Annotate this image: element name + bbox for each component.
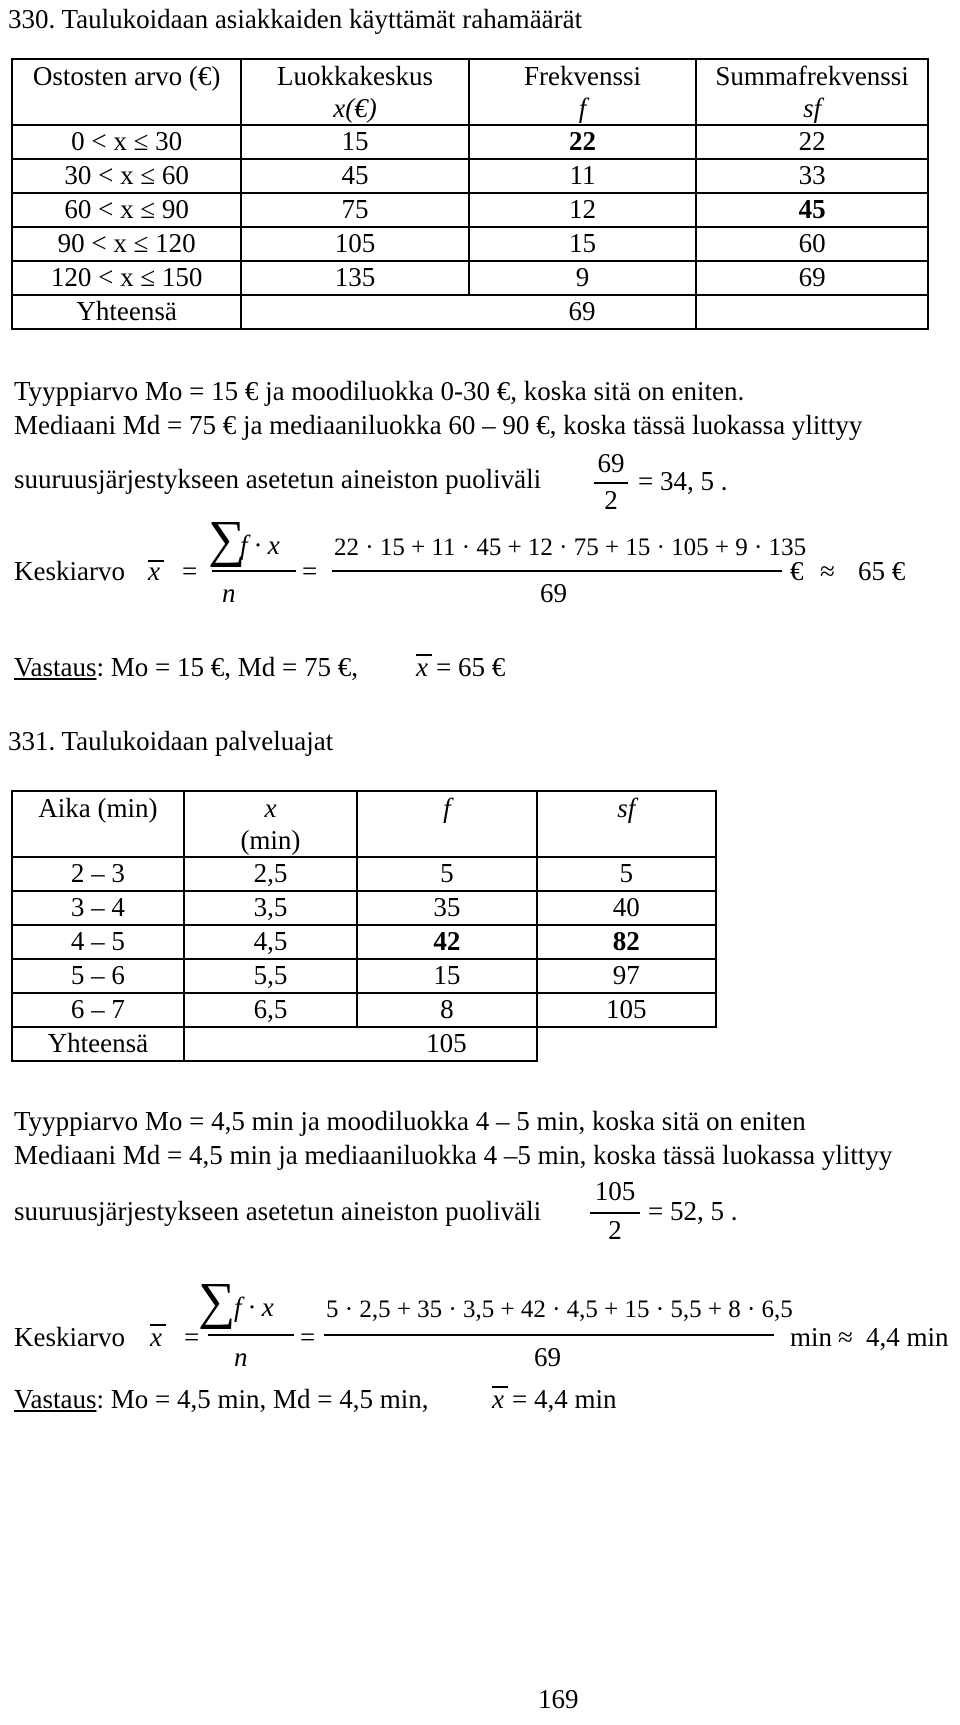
mean-unit: min <box>790 1322 833 1352</box>
answer-331: Vastaus: Mo = 4,5 min, Md = 4,5 min, <box>14 1384 429 1414</box>
table-row <box>12 159 928 193</box>
midpoint-fraction-331: 105 2 <box>590 1176 640 1246</box>
table-row <box>12 193 928 227</box>
empty-cell <box>184 1027 358 1061</box>
table-cell: 82 <box>537 925 716 959</box>
table-header-row <box>12 59 928 125</box>
table-row <box>12 891 716 925</box>
table-cell: 15 <box>241 125 469 159</box>
table-cell: 60 < x ≤ 90 <box>12 193 241 227</box>
answer-mean-331: = 4,4 min <box>512 1384 617 1414</box>
table-total-row <box>12 295 928 329</box>
fraction-line <box>332 570 782 572</box>
table-cell: 5 <box>537 857 716 891</box>
approx-sign: ≈ <box>838 1322 853 1352</box>
equals-sign: = <box>300 1322 316 1352</box>
table-row <box>12 125 928 159</box>
table-cell: 15 <box>469 227 696 261</box>
col-header: Aika (min) <box>12 791 184 857</box>
mean-label-330: Keskiarvo <box>14 556 125 586</box>
table-cell: 6,5 <box>184 993 358 1027</box>
mean-calc-numerator: 22 · 15 + 11 · 45 + 12 · 75 + 15 · 105 + 9 · 135 <box>334 534 807 561</box>
col-header: Luokkakeskus x(€) <box>241 59 469 125</box>
midpoint-statement-330: suuruusjärjestykseen asetetun aineiston puoliväli <box>14 464 542 494</box>
table-cell: 3 – 4 <box>12 891 184 925</box>
mode-statement-330: Tyyppiarvo Mo = 15 € ja moodiluokka 0-30 €, koska sitä on eniten. <box>14 376 745 406</box>
sigma-icon: ∑ <box>198 1273 236 1330</box>
table-cell: 9 <box>469 261 696 295</box>
table-cell: 30 < x ≤ 60 <box>12 159 241 193</box>
table-cell: 42 <box>357 925 536 959</box>
total-value: 69 <box>469 295 696 329</box>
table-cell: 5,5 <box>184 959 358 993</box>
table-cell: 22 <box>696 125 928 159</box>
table-cell: 0 < x ≤ 30 <box>12 125 241 159</box>
table-cell: 5 – 6 <box>12 959 184 993</box>
table-cell: 105 <box>241 227 469 261</box>
table-cell: 135 <box>241 261 469 295</box>
total-label: Yhteensä <box>12 1027 184 1061</box>
table-cell: 105 <box>537 993 716 1027</box>
table-row <box>12 261 928 295</box>
mean-symbol: x <box>416 652 428 682</box>
midpoint-statement-331: suuruusjärjestykseen asetetun aineiston puoliväli <box>14 1196 542 1226</box>
table-cell: 120 < x ≤ 150 <box>12 261 241 295</box>
empty-cell <box>537 1027 716 1061</box>
table-row <box>12 959 716 993</box>
table-cell: 8 <box>357 993 536 1027</box>
table-cell: 5 <box>357 857 536 891</box>
mean-formula-denominator: n <box>234 1342 248 1372</box>
empty-cell <box>696 295 928 329</box>
col-header: Summafrekvenssi sf <box>696 59 928 125</box>
midpoint-result-331: = 52, 5 . <box>648 1196 738 1226</box>
midpoint-result-330: = 34, 5 . <box>638 466 728 496</box>
table-cell: 33 <box>696 159 928 193</box>
fraction-line <box>324 1334 774 1336</box>
table-cell: 60 <box>696 227 928 261</box>
mean-symbol: x <box>148 556 160 586</box>
table-cell: 75 <box>241 193 469 227</box>
mode-statement-331: Tyyppiarvo Mo = 4,5 min ja moodiluokka 4 – 5 min, koska sitä on eniten <box>14 1106 806 1136</box>
total-label: Yhteensä <box>12 295 241 329</box>
equals-sign: = <box>302 556 318 586</box>
mean-formula-numerator: f · x <box>234 1292 274 1322</box>
table-cell: 35 <box>357 891 536 925</box>
table-cell: 69 <box>696 261 928 295</box>
page-number: 169 <box>538 1684 579 1714</box>
table-row <box>12 227 928 261</box>
table-row <box>12 925 716 959</box>
mean-unit: € <box>790 556 804 586</box>
table-total-row <box>12 1027 716 1061</box>
problem-331-heading: 331. Taulukoidaan palveluajat <box>8 726 334 756</box>
table-330 <box>11 58 929 330</box>
mean-symbol: x <box>150 1322 162 1352</box>
table-cell: 45 <box>696 193 928 227</box>
table-cell: 4,5 <box>184 925 358 959</box>
table-cell: 11 <box>469 159 696 193</box>
mean-label-331: Keskiarvo <box>14 1322 125 1352</box>
equals-sign: = <box>182 556 198 586</box>
empty-cell <box>241 295 469 329</box>
table-cell: 40 <box>537 891 716 925</box>
col-header: f <box>357 791 536 857</box>
median-statement-331: Mediaani Md = 4,5 min ja mediaaniluokka 4 –5 min, koska tässä luokassa ylittyy <box>14 1140 893 1170</box>
table-row <box>12 993 716 1027</box>
problem-330-heading: 330. Taulukoidaan asiakkaiden käyttämät rahamäärät <box>8 4 583 34</box>
table-cell: 4 – 5 <box>12 925 184 959</box>
table-cell: 97 <box>537 959 716 993</box>
table-cell: 15 <box>357 959 536 993</box>
mean-calc-denominator: 69 <box>534 1342 561 1372</box>
table-row <box>12 857 716 891</box>
mean-result: 4,4 min <box>866 1322 949 1352</box>
table-cell: 90 < x ≤ 120 <box>12 227 241 261</box>
table-cell: 3,5 <box>184 891 358 925</box>
mean-symbol: x <box>492 1384 504 1414</box>
col-header: sf <box>537 791 716 857</box>
table-cell: 22 <box>469 125 696 159</box>
table-cell: 2 – 3 <box>12 857 184 891</box>
col-header: Frekvenssi f <box>469 59 696 125</box>
col-header: Ostosten arvo (€) <box>12 59 241 125</box>
mean-calc-numerator: 5 · 2,5 + 35 · 3,5 + 42 · 4,5 + 15 · 5,5 + 8 · 6,5 <box>326 1296 793 1323</box>
mean-formula-denominator: n <box>222 578 236 608</box>
answer-mean-330: = 65 € <box>436 652 506 682</box>
table-cell: 2,5 <box>184 857 358 891</box>
table-cell: 6 – 7 <box>12 993 184 1027</box>
table-header-row <box>12 791 716 857</box>
answer-330: Vastaus: Mo = 15 €, Md = 75 €, <box>14 652 358 682</box>
approx-sign: ≈ <box>820 556 835 586</box>
equals-sign: = <box>184 1322 200 1352</box>
fraction-line <box>212 570 296 572</box>
table-cell: 45 <box>241 159 469 193</box>
total-value: 105 <box>357 1027 536 1061</box>
col-header: x (min) <box>184 791 358 857</box>
fraction-line <box>208 1334 294 1336</box>
sigma-icon: ∑ <box>208 511 246 568</box>
mean-calc-denominator: 69 <box>540 578 567 608</box>
midpoint-fraction-330: 69 2 <box>594 448 628 516</box>
mean-formula-numerator: f · x <box>240 530 280 560</box>
mean-result: 65 € <box>858 556 906 586</box>
median-statement-330: Mediaani Md = 75 € ja mediaaniluokka 60 – 90 €, koska tässä luokassa ylittyy <box>14 410 863 440</box>
table-331 <box>11 790 717 1062</box>
table-cell: 12 <box>469 193 696 227</box>
